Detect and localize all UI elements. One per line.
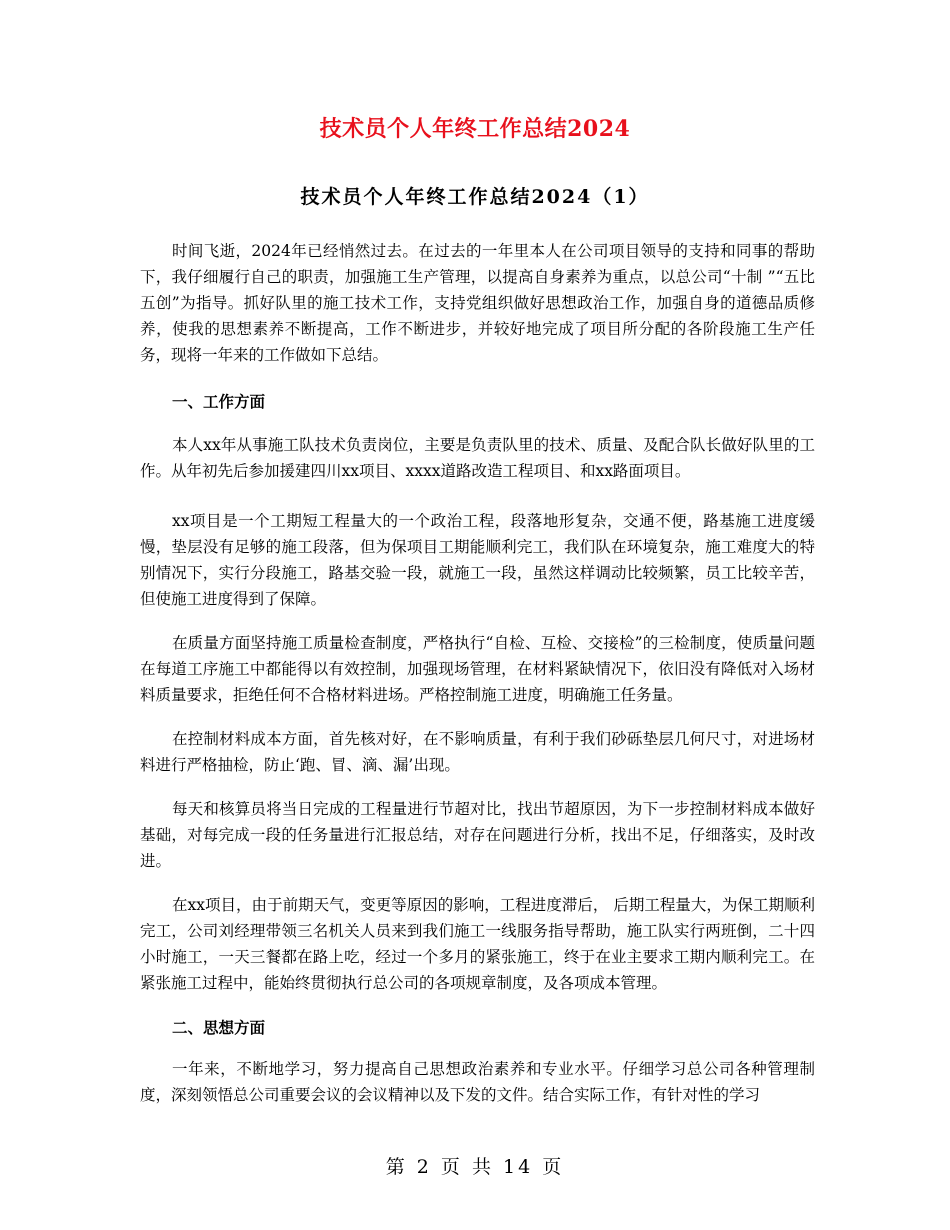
- paragraph-intro: 时间飞逝，2024年已经悄然过去。在过去的一年里本人在公司项目领导的支持和同事的帮助下，我仔细履行自己的职责，加强施工生产管理，以提高自身素养为重点，以总公司“十制 ”“五比五创”为指导。抓好队里的施工技术工作，支持党组织做好思想政治工作，加强自身的道德品质修养，使我的思想素养不断提高，工作不断进步，并较好地完成了项目所分配的各阶段施工生产任务，现将一年来的工作做如下总结。: [140, 242, 815, 364]
- paragraph-study: 一年来，不断地学习，努力提高自己思想政治素养和专业水平。仔细学习总公司各种管理制度，深刻领悟总公司重要会议的会议精神以及下发的文件。结合实际工作，有针对性的学习: [140, 1060, 815, 1104]
- paragraph-work-role: 本人xx年从事施工队技术负责岗位，主要是负责队里的技术、质量、及配合队长做好队里的工作。从年初先后参加援建四川xx项目、xxxx道路改造工程项目、和xx路面项目。: [140, 436, 815, 480]
- section-heading-work: 一、工作方面: [172, 392, 266, 411]
- page-number-footer: 第 2 页 共 14 页: [385, 1156, 565, 1178]
- document-title: 技术员个人年终工作总结2024: [319, 116, 631, 142]
- paragraph-quality: 在质量方面坚持施工质量检查制度，严格执行“自检、互检、交接检”的三检制度，使质量问题在每道工序施工中都能得以有效控制，加强现场管理，在材料紧缺情况下，依旧没有降低对入场材料质量要求，拒绝任何不合格材料进场。严格控制施工进度，明确施工任务量。: [140, 634, 815, 704]
- paragraph-project-schedule: xx项目是一个工期短工程量大的一个政治工程，段落地形复杂，交通不便，路基施工进度缓慢，垫层没有足够的施工段落，但为保项目工期能顺利完工，我们队在环境复杂，施工难度大的特别情况下，实行分段施工，路基交验一段，就施工一段，虽然这样调动比较频繁，员工比较辛苦，但使施工进度得到了保障。: [140, 512, 815, 608]
- paragraph-project-completion: 在xx项目，由于前期天气，变更等原因的影响，工程进度滞后， 后期工程量大，为保工期顺利完工，公司刘经理带领三名机关人员来到我们施工一线服务指导帮助，施工队实行两班倒，二十四小时施工，一天三餐都在路上吃，经过一个多月的紧张施工，终于在业主要求工期内顺利完工。在紧张施工过程中，能始终贯彻执行总公司的各项规章制度，及各项成本管理。: [140, 896, 815, 992]
- paragraph-material-cost: 在控制材料成本方面，首先核对好，在不影响质量，有利于我们砂砾垫层几何尺寸，对进场材料进行严格抽检，防止‘跑、冒、滴、漏’出现。: [140, 730, 815, 774]
- section-heading-thought: 二、思想方面: [172, 1018, 266, 1037]
- paragraph-daily-accounting: 每天和核算员将当日完成的工程量进行节超对比，找出节超原因，为下一步控制材料成本做好基础，对每完成一段的任务量进行汇报总结，对存在问题进行分析，找出不足，仔细落实，及时改进。: [140, 800, 815, 870]
- document-subtitle: 技术员个人年终工作总结2024（1）: [300, 186, 650, 208]
